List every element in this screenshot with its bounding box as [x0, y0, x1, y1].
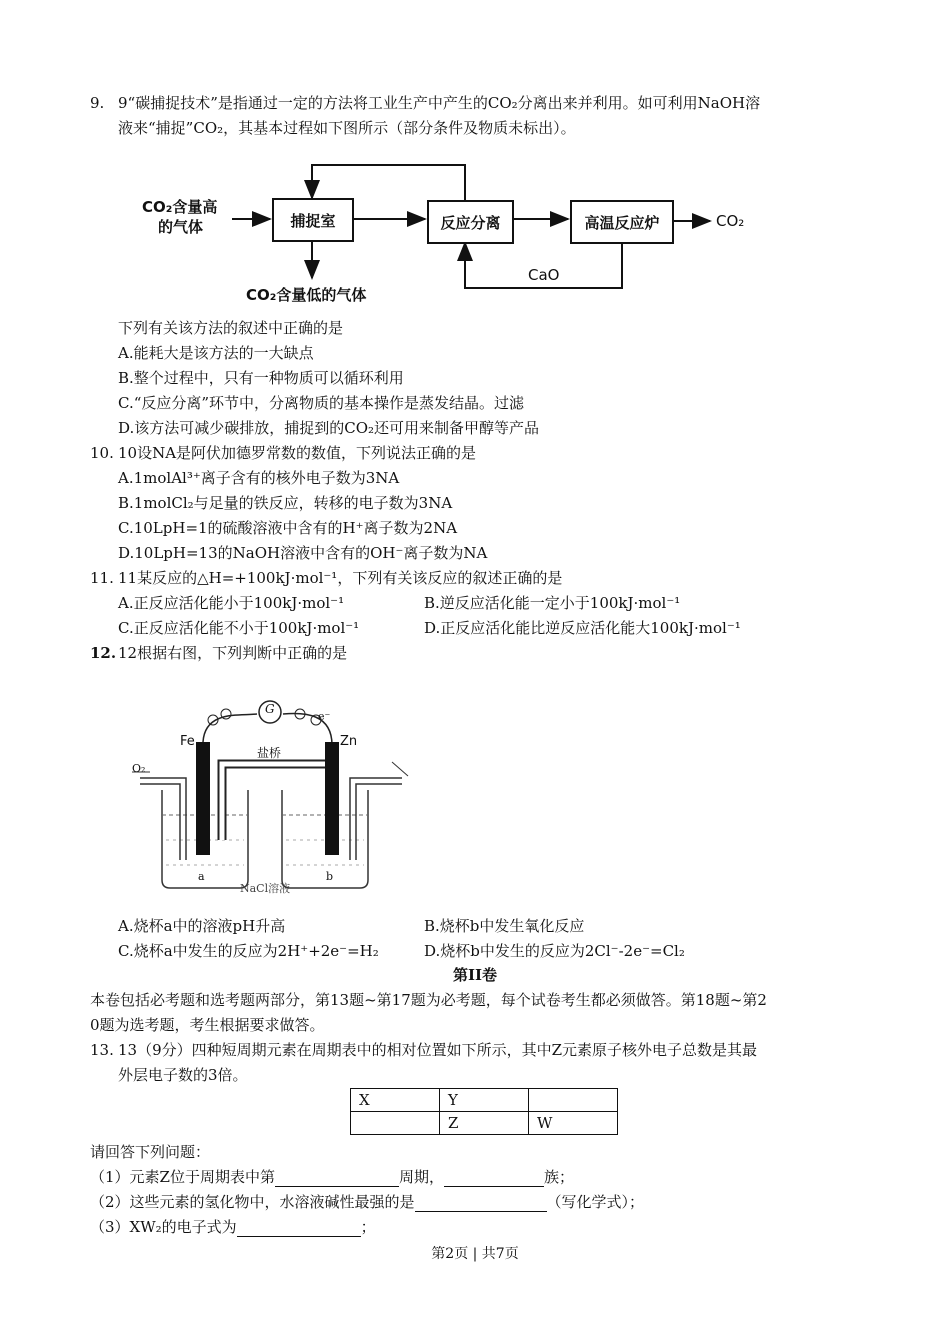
table-cell — [529, 1089, 618, 1112]
high-co2-gas-label-1: CO₂含量高 — [142, 198, 218, 216]
q11-stem: 11某反应的△H=+100kJ·mol⁻¹，下列有关该反应的叙述正确的是 — [118, 569, 563, 587]
q9-option-b: B.整个过程中，只有一种物质可以循环利用 — [118, 369, 404, 387]
q13-line2: 外层电子数的3倍。 — [118, 1066, 248, 1084]
q12-option-d: D.烧杯b中发生的反应为2Cl⁻-2e⁻=Cl₂ — [424, 942, 685, 960]
q12-option-c: C.烧杯a中发生的反应为2H⁺+2e⁻=H₂ — [118, 942, 379, 960]
co2-output-label: CO₂ — [716, 212, 745, 230]
q13-prompt: 请回答下列问题： — [90, 1143, 211, 1161]
nacl-solution-label: NaCl溶液 — [240, 882, 291, 895]
table-cell: Y — [440, 1089, 529, 1112]
q10-option-c: C.10LpH=1的硫酸溶液中含有的H⁺离子数为2NA — [118, 519, 458, 537]
q9-number: 9. — [90, 94, 105, 112]
part2-title: 第II卷 — [452, 966, 498, 984]
q11-option-b: B.逆反应活化能一定小于100kJ·mol⁻¹ — [424, 594, 681, 612]
answer-blank[interactable] — [415, 1195, 547, 1212]
q12-stem-line — [90, 643, 347, 663]
q13-sub3-text-a: （3）XW₂的电子式为 — [90, 1218, 237, 1236]
q13-sub1-text-c: 族； — [543, 1168, 574, 1186]
periodic-position-table — [350, 1088, 618, 1135]
q13-number: 13. — [90, 1041, 114, 1059]
q9-text-1: 9“碳捕捉技术”是指通过一定的方法将工业生产中产生的CO₂分离出来并利用。如可利用NaOH溶 — [118, 94, 761, 112]
q9-option-c: C.“反应分离”环节中，分离物质的基本操作是蒸发结晶。过滤 — [118, 394, 525, 412]
q10-option-d: D.10LpH=13的NaOH溶液中含有的OH⁻离子数为NA — [118, 544, 488, 562]
q13-sub1-text-a: （1）元素Z位于周期表中第 — [90, 1168, 275, 1186]
q13-sub1-text-b: 周期， — [398, 1168, 444, 1186]
q11-option-d: D.正反应活化能比逆反应活化能大100kJ·mol⁻¹ — [424, 619, 741, 637]
table-row — [351, 1112, 618, 1135]
q11-number: 11. — [90, 569, 114, 587]
flow-arrows — [0, 0, 950, 320]
q13-sub2-text-b: （写化学式）； — [546, 1193, 645, 1211]
q9-stem: 下列有关该方法的叙述中正确的是 — [118, 319, 344, 337]
capture-chamber-box: 捕捉室 — [272, 198, 354, 242]
q10-number: 10. — [90, 444, 114, 462]
q11-option-c: C.正反应活化能不小于100kJ·mol⁻¹ — [118, 619, 360, 637]
q13-sub2 — [90, 1192, 644, 1212]
galvanometer-label: G — [265, 702, 275, 716]
fe-electrode-label: Fe — [180, 734, 195, 749]
q9-option-a: A.能耗大是该方法的一大缺点 — [118, 344, 314, 362]
answer-blank[interactable] — [237, 1220, 361, 1237]
answer-blank[interactable] — [275, 1170, 399, 1187]
galvanic-cell-figure — [110, 690, 410, 900]
beaker-b-label: b — [326, 870, 334, 883]
table-cell: W — [529, 1112, 618, 1135]
reaction-separation-box: 反应分离 — [427, 200, 514, 244]
high-co2-gas-label-2: 的气体 — [158, 218, 204, 236]
q13-sub3-text-b: ； — [360, 1218, 376, 1236]
q10-option-b: B.1molCl₂与足量的铁反应，转移的电子数为3NA — [118, 494, 453, 512]
low-co2-gas-label: CO₂含量低的气体 — [246, 286, 367, 304]
electron-label: e⁻ — [318, 710, 331, 723]
q11-stem-line — [90, 568, 562, 588]
q12-option-b: B.烧杯b中发生氧化反应 — [424, 917, 585, 935]
q12-option-a: A.烧杯a中的溶液pH升高 — [118, 917, 286, 935]
galvanic-cell-drawing — [110, 690, 410, 900]
table-cell — [351, 1112, 440, 1135]
q9-option-d: D.该方法可减少碳排放，捕捉到的CO₂还可用来制备甲醇等产品 — [118, 419, 540, 437]
q11-option-a: A.正反应活化能小于100kJ·mol⁻¹ — [118, 594, 345, 612]
beaker-a-label: a — [198, 870, 205, 883]
q13-line1 — [90, 1040, 757, 1060]
q13-sub3 — [90, 1217, 376, 1237]
high-temp-furnace-box: 高温反应炉 — [570, 200, 674, 244]
table-cell: Z — [440, 1112, 529, 1135]
table-row — [351, 1089, 618, 1112]
q9-line2: 液来“捕捉”CO₂，其基本过程如下图所示（部分条件及物质未标出）。 — [118, 119, 576, 137]
q10-option-a: A.1molAl³⁺离子含有的核外电子数为3NA — [118, 469, 400, 487]
q13-text-1: 13（9分）四种短周期元素在周期表中的相对位置如下所示，其中Z元素原子核外电子总数是其最 — [118, 1041, 758, 1059]
page-footer: 第2页 | 共7页 — [431, 1246, 519, 1262]
q13-sub1 — [90, 1167, 574, 1187]
q12-stem: 12根据右图，下列判断中正确的是 — [118, 644, 348, 662]
table-cell: X — [351, 1089, 440, 1112]
salt-bridge-label: 盐桥 — [257, 746, 282, 760]
part2-intro-1: 本卷包括必考题和选考题两部分，第13题~第17题为必考题，每个试卷考生都必须做答。第18题~第2 — [90, 991, 767, 1009]
zn-electrode-label: Zn — [340, 734, 358, 749]
answer-blank[interactable] — [444, 1170, 544, 1187]
q10-stem: 10设NA是阿伏加德罗常数的数值，下列说法正确的是 — [118, 444, 477, 462]
cao-label: CaO — [528, 266, 560, 284]
q13-sub2-text-a: （2）这些元素的氢化物中，水溶液碱性最强的是 — [90, 1193, 415, 1211]
q10-stem-line — [90, 443, 476, 463]
oxygen-label: O₂ — [132, 762, 146, 775]
q12-number: 12. — [90, 644, 117, 662]
part2-intro-2: 0题为选考题，考生根据要求做答。 — [90, 1016, 325, 1034]
